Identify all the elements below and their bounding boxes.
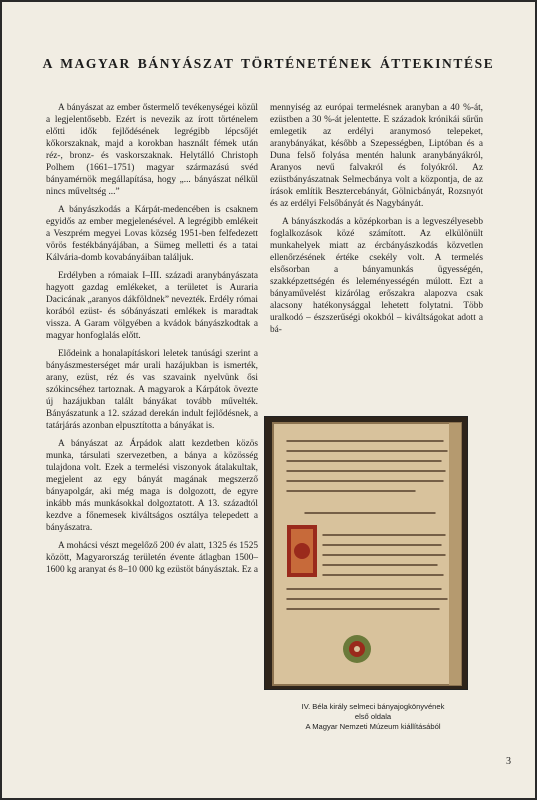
paragraph: A bányászkodás a Kárpát-medencében is csaknem egyidős az ember megjelenésével. A legrégibb emlékeit a Veszprém megyei Lovas község 1951-ben felfedezett vörös festékbányájában, a Sümeg melletti és a tatai Kálvária-domb kovabányáiban találjuk. [46,205,258,263]
paragraph: A mohácsi vészt megelőző 200 év alatt, 1325 és 1525 között, Magyarország területén évente átlagban 1500–1600 kg aranyat és 8–10 000 kg ezüstöt bányásztak. Ez a [46,541,258,575]
paragraph: mennyiség az európai termelésnek aranyban a 40 %-át, ezüstben a 30 %-át jelentette. E századok krónikái sűrűn emlegetik az erdélyi aranymosó telepeket, aranybányákat, később a Szepességben, Liptóban és a Duna felső folyása mentén halunk aranybányákról, Aranyos nevű falvakról és folyókról. Az ezüstbányászatnak Selmecbánya volt a központja, de az írások említik Besztercebányát, Gölnicbányát, Rozsnyót és az erdélyi Felsőbányát és Nagybányát. [270,103,483,209]
paragraph: A bányászat az Árpádok alatt kezdetben közös munka, társulati szervezetben, a bánya a közösség tulajdona volt. Ezek a termelési viszonyok átalakultak, megjelent az egy bányát magának megszerző bányapolgár, aki még maga is dolgozott, de egyre inkább más munkásokkal dolgoztatott. A 13. századtól kezdve a főnemesek kiváltságos osztálya telepedett a bányászatra. [46,439,258,533]
page-title: A MAGYAR BÁNYÁSZAT TÖRTÉNETÉNEK ÁTTEKINTÉSE [42,56,495,71]
paragraph: A bányászat az ember őstermelő tevékenységei közül a legjelentősebb. Ezért is nevezik az írott történelem előtti idők fejlődésének legrégibb lépcsőjét kőkorszaknak, majd a korokban használt fémek után réz-, bronz- és vaskorszaknak. Helytálló Christoph Polhem (1661–1751) magyar származású svéd bányamérnök megállapítása, hogy „... bányászat nélkül nincs műveltség ...” [46,103,258,197]
caption-line: A Magyar Nemzeti Múzeum kiállításából [305,722,441,731]
right-column [270,102,483,342]
paragraph: Erdélyben a rómaiak I–III. századi aranybányászata hagyott gazdag emlékeket, a területet is Auraria Dacicának „aranyos dákföldnek” nevezték. Erdély római korából ezüst- és sóbányászati emlékek is maradtak vissza. A Garam völgyében a kvádok bányászkodtak a magyar honfoglalás előtt. [46,271,258,341]
paragraph: Elődeink a honalapításkori leletek tanúsági szerint a bányászmesterséget már urali hazájukban is ismerték, arany, ezüst, réz és vas szavaink nyelvünk ősi szókincséhez tartoznak. A magyarok a Kárpátok övezte új hazájukban talált bányákat tovább művelték. Bányászatunk a 12. század derekán indult fejlődésnek, a tatárjárás azonban elpusztította a bányákat is. [46,349,258,431]
caption-line: első oldala [354,712,392,721]
image-caption [260,702,486,732]
manuscript-illustration [265,417,467,689]
paragraph: A bányászkodás a középkorban is a legveszélyesebb foglalkozások közé számított. Az elkülönült munkahelyek miatt az ércbányászkodás közvetlen ellenőrzésének értéke csekély volt. A termelés elsősorban a bányamunkás ügyességén, szakképzettségén és leleményességén múlott. Ezt a bányaművelést kizárólag erőszakra alapozva csak alacsony hatékonysággal lehetett folytatni. Több uralkodó – észszerűségi okokból – kiváltságokat adott a bá- [270,217,483,335]
manuscript-image [264,416,468,690]
page-number: 3 [506,756,511,767]
caption-line: IV. Béla király selmeci bányajogkönyvének [301,702,445,711]
left-column [46,102,258,582]
